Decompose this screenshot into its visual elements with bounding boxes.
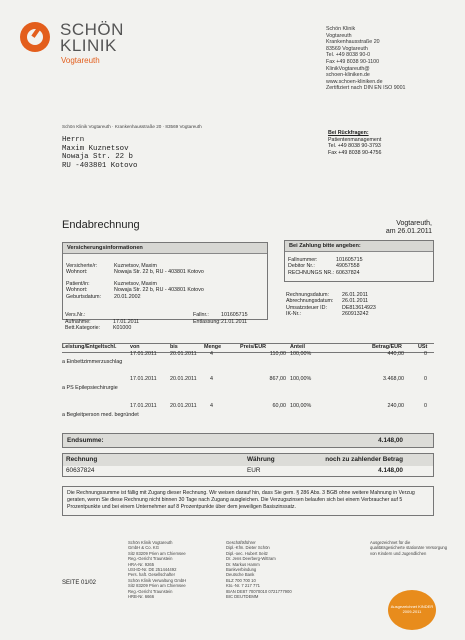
footer-line: Reg.-Gericht Traunstein xyxy=(128,588,173,594)
footer-line: von Kindern und Jugendlichen xyxy=(370,550,427,556)
value: Nowaja Str. 22 b, RU - 403801 Kotovo xyxy=(114,287,204,294)
label: RECHNUNGS NR.: xyxy=(288,269,335,276)
table-row xyxy=(62,403,434,410)
footer-line: qualitätsgesicherte stationäre Versorgung xyxy=(370,545,448,551)
sender-line: Schön Klinik Vogtareuth · Krankenhausstraße 20 · 83569 Vogtareuth xyxy=(62,124,202,129)
footer-line: Dipl.-oec. Hubert Seitz xyxy=(226,550,268,556)
value: 260913242 xyxy=(342,311,369,318)
payment-notice: Die Rechnungssumme ist fällig mit Zugang dieser Rechnung. Wir weisen darauf hin, dass Sie gem. § 286 Abs. 3 BGB ohne weitere Mahnung in Verzug geraten, wenn Sie diese Rechnung nicht binnen 30 Tage nach Zugang ausgleichen. Die Verzugszinsen belaufen sich bei einem Verbraucher auf 5 Prozentpunkte und bei einem Unternehmer auf 8 Prozentpunkte über dem jeweiligen Basiszinssatz. xyxy=(67,490,415,511)
insurance-case-fields xyxy=(65,312,265,332)
place: Vogtareuth, xyxy=(396,220,432,227)
value: 20.01.2002 xyxy=(114,293,141,300)
cell-ust: 0 xyxy=(424,376,427,382)
address-line: KlinikVogtareuth@ xyxy=(326,65,370,72)
cell-ust: 0 xyxy=(424,351,427,357)
footer-line: Reg.-Gericht Traunstein xyxy=(128,556,173,562)
address-line: schoen-kliniken.de xyxy=(326,72,370,79)
footer-line: Dr. Jens Deerberg-Wittram xyxy=(226,556,276,562)
value: 49057558 xyxy=(336,263,360,270)
cell-betrag: 440,00 xyxy=(387,351,404,357)
address-line: Fax +49 8038 90-1100 xyxy=(326,58,380,65)
value: Kuznetsov, Maxim xyxy=(114,280,157,287)
date: am 26.01.2011 xyxy=(385,228,432,235)
footer-line: HRB-Nr. 6666 xyxy=(128,594,155,600)
cell-bis: 20.01.2011 xyxy=(170,376,197,382)
col-header: Leistung/Entgeltschl. xyxy=(62,344,117,350)
footer-line: IBAN DE87 70070010 0721777900 xyxy=(226,588,292,594)
clinic-logo-icon xyxy=(20,22,50,52)
logo-line1: SCHÖN xyxy=(60,20,124,39)
footer-line: Sitz 83209 Prien am Chiemsee xyxy=(128,550,186,556)
insurance-fields xyxy=(66,263,204,300)
contact-line: Patientenmanagement xyxy=(328,136,382,143)
footer-line: Kto.-Nr. 7 217 771 xyxy=(226,583,260,589)
label: Fallnummer: xyxy=(288,257,318,263)
value: K01000 xyxy=(113,325,132,332)
value: Nowaja Str. 22 b, RU - 403801 Kotovo xyxy=(114,269,204,276)
col-header: USt xyxy=(418,344,428,350)
footer-line: GmbH & Co. KG xyxy=(128,545,159,551)
footer-line: Schön Klinik Vogtareuth xyxy=(128,540,173,545)
label: Wohnort: xyxy=(66,269,88,276)
summary-value: 60637824 xyxy=(66,467,95,474)
recipient-line: RU -403801 Kotovo xyxy=(62,161,138,170)
value: 26.01.2011 xyxy=(342,292,369,298)
address-line: Tel. +49 8038 90-0 xyxy=(326,52,371,59)
label: Wohnort: xyxy=(66,287,88,294)
insurance-header: Versicherungsinformationen xyxy=(63,243,267,254)
address-line: www.schoen-kliniken.de xyxy=(326,78,383,85)
recipient-address xyxy=(62,136,137,170)
value: 101605715 xyxy=(221,312,248,318)
row-description: a Einbettzimmerzuschlag xyxy=(62,359,123,365)
cell-bis: 20.01.2011 xyxy=(170,351,197,357)
footer-line: Dipl.-Kfm. Dieter Schön xyxy=(226,545,270,551)
address-line: Krankenhausstraße 20 xyxy=(326,39,380,46)
footer-line: Geschäftsführer xyxy=(226,540,256,545)
cell-anteil: 100,00% xyxy=(290,376,312,382)
footer-line: BLZ 700 700 10 xyxy=(226,577,256,583)
endsumme-bar xyxy=(62,433,434,448)
recipient-line: Nowaja Str. 22 b xyxy=(62,153,133,162)
cell-betrag: 240,00 xyxy=(387,403,404,409)
footer-company xyxy=(128,540,186,599)
label: Geburtsdatum: xyxy=(66,293,102,300)
payment-header: Bei Zahlung bitte angeben: xyxy=(285,241,433,252)
cell-menge: 4 xyxy=(210,403,213,409)
label: Versicherte/r: xyxy=(66,263,98,269)
value: 26.01.2011 xyxy=(342,298,369,305)
address-line: Schön Klinik xyxy=(326,26,356,32)
logo-subtitle: Vogtareuth xyxy=(61,56,100,65)
summary-header: noch zu zahlender Betrag xyxy=(325,456,403,463)
footer-line: Bankverbindung xyxy=(226,567,257,573)
label: Bett.Kategorie: xyxy=(65,325,101,332)
summary-value: 4.148,00 xyxy=(378,467,403,474)
footer-line: Pers. haft. Gesellschafter xyxy=(128,572,176,578)
contact-title: Bei Rückfragen: xyxy=(328,130,369,136)
label: Rechnungsdatum: xyxy=(286,292,329,298)
label: Aufnahme: xyxy=(65,318,91,325)
col-header: bis xyxy=(170,344,178,350)
payment-notice-box xyxy=(62,486,434,516)
table-row xyxy=(62,376,434,383)
address-line: Vogtareuth xyxy=(326,32,352,39)
endsumme-value: 4.148,00 xyxy=(378,437,403,444)
invoice-meta xyxy=(286,292,376,318)
cell-bis: 20.01.2011 xyxy=(170,403,197,409)
summary-header: Währung xyxy=(247,456,275,463)
insurance-box xyxy=(62,242,268,320)
col-header: Preis/EUR xyxy=(240,344,267,350)
contact-block xyxy=(328,130,381,156)
document-title: Endabrechnung xyxy=(62,219,140,231)
cell-ust: 0 xyxy=(424,403,427,409)
label: Entlassung: xyxy=(193,318,221,325)
col-header: Menge xyxy=(204,344,222,350)
recipient-line: Herrn xyxy=(62,136,85,144)
row-description: a PS Epilepsiechirurgie xyxy=(62,385,118,391)
recipient-line: Maxim Kuznetsov xyxy=(62,144,129,153)
cell-von: 17.01.2011 xyxy=(130,351,157,357)
summary-box xyxy=(62,453,434,477)
value: 17.01.2011 xyxy=(113,318,140,325)
value: Kuznetsov, Maxim xyxy=(114,263,157,269)
cell-menge: 4 xyxy=(210,376,213,382)
cell-preis: 867,00 xyxy=(269,376,286,382)
table-row xyxy=(62,351,434,358)
label: Fallnr.: xyxy=(193,312,209,318)
footer-line: USt-ID-Nr. DE 251444492 xyxy=(128,567,177,573)
contact-line: Tel. +49 8038 90-3793 xyxy=(328,143,381,150)
award-badge-icon: Ausgezeichnet KINDER 2009-2011 xyxy=(388,590,436,630)
footer-management-bank xyxy=(226,540,292,599)
col-header: Betrag/EUR xyxy=(372,344,402,350)
footer-line: BIC DEUTDEMM xyxy=(226,594,259,600)
place-date xyxy=(370,220,432,236)
footer-award xyxy=(370,540,450,556)
payment-fields xyxy=(288,257,363,276)
row-description: a Begleitperson med. begründet xyxy=(62,412,139,418)
footer-line: Dr. Markus Hamm xyxy=(226,561,260,567)
cell-von: 17.01.2011 xyxy=(130,376,157,382)
cell-anteil: 100,00% xyxy=(290,403,312,409)
page-number: SEITE 01/02 xyxy=(62,580,97,586)
footer-line: Schön Klinik Verwaltung GmbH xyxy=(128,577,187,583)
summary-value: EUR xyxy=(247,467,261,474)
label: Patient/in: xyxy=(66,280,90,287)
clinic-address xyxy=(326,26,456,92)
contact-line: Fax +49 8038 90-4756 xyxy=(328,149,382,156)
value: 21.01.2011 xyxy=(221,318,248,325)
label: Debitor Nr.: xyxy=(288,263,315,270)
cell-preis: 60,00 xyxy=(272,403,286,409)
footer-line: Sitz 83209 Prien am Chiemsee xyxy=(128,583,186,589)
cell-preis: 110,00 xyxy=(269,351,286,357)
logo-line2: KLINIK xyxy=(60,36,117,55)
cell-menge: 4 xyxy=(210,351,213,357)
value: 101605715 xyxy=(336,257,363,263)
footer-line: Deutsche Bank xyxy=(226,572,255,578)
label: IK-Nr.: xyxy=(286,311,302,318)
footer-line: HRA-Nr. 9265 xyxy=(128,561,155,567)
address-line: 83569 Vogtareuth xyxy=(326,45,368,52)
label: Umsatzsteuer ID: xyxy=(286,304,327,311)
col-header: von xyxy=(130,344,140,350)
cell-betrag: 3.468,00 xyxy=(383,376,404,382)
value: DE813614923 xyxy=(342,304,376,311)
label: Abrechnungsdatum: xyxy=(286,298,334,305)
summary-header: Rechnung xyxy=(66,456,98,463)
col-header: Anteil xyxy=(290,344,305,350)
label: Vers.Nr.: xyxy=(65,312,86,318)
endsumme-label: Endsumme: xyxy=(67,437,104,444)
payment-box xyxy=(284,240,434,282)
cell-anteil: 100,00% xyxy=(290,351,312,357)
address-line: Zertifiziert nach DIN EN ISO 9001 xyxy=(326,85,406,92)
footer-line: Ausgezeichnet für die xyxy=(370,540,411,545)
cell-von: 17.01.2011 xyxy=(130,403,157,409)
value: 60637824 xyxy=(336,269,360,276)
